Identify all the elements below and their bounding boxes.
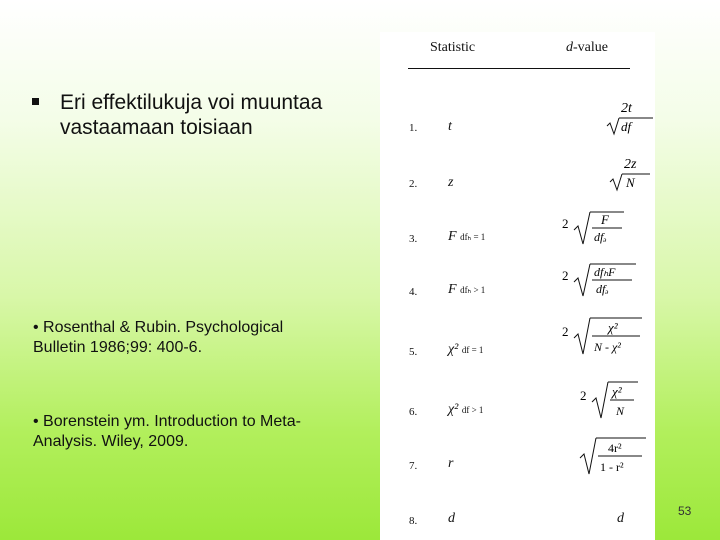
formula-f-multi-denominator: dfₔ	[596, 282, 609, 296]
header-rule	[408, 68, 630, 69]
formula-f-multi	[560, 258, 650, 302]
page-number: 53	[678, 504, 692, 518]
formula-r-numerator: 4r²	[608, 441, 622, 455]
row-number: 1.	[409, 122, 418, 134]
formula-t-denominator: df	[621, 119, 632, 134]
row-statistic: z	[448, 175, 454, 190]
row-statistic: r	[448, 456, 454, 471]
formula-t	[605, 96, 655, 138]
reference-borenstein: • Borenstein ym. Introduction to Meta-Analysis. Wiley, 2009.	[33, 413, 301, 450]
formula-f-multi-numerator: dfₕF	[594, 265, 616, 279]
formula-chi-multi-denominator: N	[616, 404, 625, 418]
formula-chi-multi-coefficient: 2	[580, 388, 587, 403]
row-statistic: F dfₕ = 1	[448, 229, 486, 244]
reference-rosenthal: • Rosenthal & Rubin. Psychological Bulletin 1986;99: 400-6.	[33, 319, 284, 356]
row-statistic: t	[448, 119, 452, 134]
row-number: 4.	[409, 286, 418, 298]
row-number: 8.	[409, 515, 418, 527]
formula-r-denominator: 1 - r²	[600, 460, 624, 474]
formula-f-single-numerator: F	[601, 212, 609, 227]
row-statistic: χ² df = 1	[448, 342, 484, 357]
formula-z-numerator: 2z	[624, 157, 637, 172]
header-d-value: d-value	[566, 40, 608, 55]
formula-chi-single-denominator: N - χ²	[594, 340, 621, 354]
row-number: 6.	[409, 406, 418, 418]
row-number: 2.	[409, 178, 418, 190]
formula-f-single	[560, 206, 640, 250]
formula-z	[608, 152, 654, 194]
square-bullet-icon	[32, 98, 39, 105]
row-statistic: χ² df > 1	[448, 402, 484, 417]
conversion-table-image	[380, 32, 655, 540]
row-statistic: F dfₕ > 1	[448, 282, 486, 297]
bullet-text: Eri effektilukuja voi muuntaa vastaamaan toisiaan	[60, 91, 323, 139]
formula-chi-single-numerator: χ²	[608, 320, 618, 335]
row-number: 7.	[409, 460, 418, 472]
formula-t-numerator: 2t	[621, 101, 632, 116]
formula-f-single-denominator: dfₔ	[594, 230, 607, 244]
formula-r	[578, 432, 650, 478]
formula-z-denominator: N	[626, 175, 635, 190]
header-statistic: Statistic	[430, 40, 476, 55]
formula-chi-single-coefficient: 2	[562, 324, 569, 339]
formula-chi-multi-numerator: χ²	[612, 384, 622, 399]
formula-chi-square-single	[560, 312, 650, 360]
formula-f-multi-coefficient: 2	[562, 268, 569, 283]
formula-d: d	[617, 511, 624, 526]
row-statistic: d	[448, 511, 455, 526]
row-number: 5.	[409, 346, 418, 358]
row-number: 3.	[409, 233, 418, 245]
formula-f-single-coefficient: 2	[562, 216, 569, 231]
formula-chi-square-multi	[578, 376, 648, 422]
